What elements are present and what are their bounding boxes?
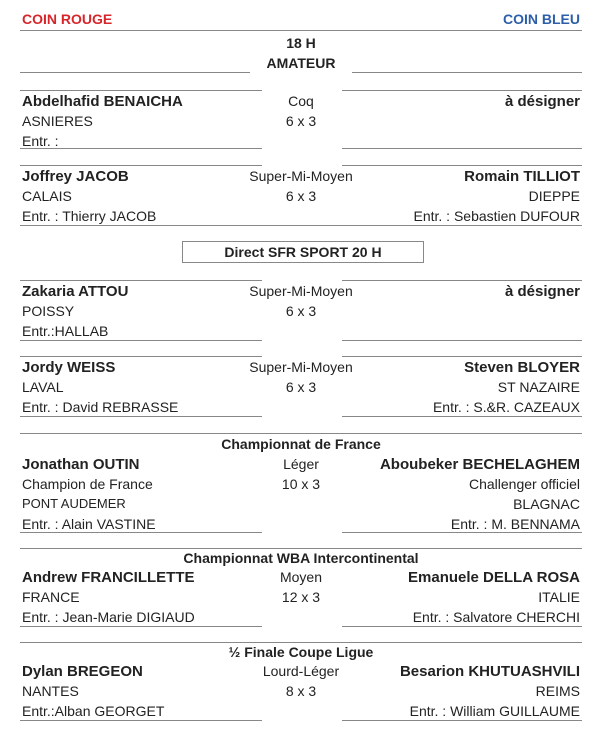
divider xyxy=(342,280,582,281)
divider xyxy=(20,642,582,643)
red-boxer-coach: Entr.:HALLAB xyxy=(22,323,109,339)
red-boxer-coach: Entr. : Alain VASTINE xyxy=(22,516,156,532)
blue-boxer-club: BLAGNAC xyxy=(513,496,580,512)
blue-boxer-name: Besarion KHUTUASHVILI xyxy=(399,663,580,680)
bout-5 xyxy=(0,456,602,542)
rounds: 6 x 3 xyxy=(285,303,317,319)
red-boxer-name: Jonathan OUTIN xyxy=(22,456,140,473)
red-boxer-title: Champion de France xyxy=(22,476,153,492)
divider xyxy=(342,165,582,166)
divider xyxy=(20,30,582,31)
divider xyxy=(20,72,250,73)
section-title: ½ Finale Coupe Ligue xyxy=(228,644,374,660)
divider xyxy=(342,340,582,341)
red-boxer-coach: Entr. : xyxy=(22,133,59,149)
divider xyxy=(20,626,262,627)
divider xyxy=(20,548,582,549)
red-boxer-club: PONT AUDEMER xyxy=(22,496,126,511)
red-boxer-name: Abdelhafid BENAICHA xyxy=(22,93,183,110)
weight-class: Super-Mi-Moyen xyxy=(249,283,353,299)
bout-1 xyxy=(0,93,602,159)
blue-boxer-name: Steven BLOYER xyxy=(464,359,580,376)
red-boxer-name: Zakaria ATTOU xyxy=(22,283,129,300)
divider xyxy=(20,148,262,149)
section-title: Championnat WBA Intercontinental xyxy=(183,550,419,566)
blue-boxer-title: Challenger officiel xyxy=(468,476,580,492)
divider xyxy=(342,626,582,627)
red-boxer-coach: Entr. : Thierry JACOB xyxy=(22,208,157,224)
divider xyxy=(342,90,582,91)
tv-broadcast-banner: Direct SFR SPORT 20 H xyxy=(182,241,424,263)
red-boxer-club: CALAIS xyxy=(22,188,72,204)
divider xyxy=(342,720,582,721)
blue-boxer-coach: Entr. : William GUILLAUME xyxy=(409,703,580,719)
red-boxer-name: Jordy WEISS xyxy=(22,359,116,376)
rounds: 6 x 3 xyxy=(285,113,317,129)
rounds: 12 x 3 xyxy=(281,589,321,605)
weight-class: Lourd-Léger xyxy=(262,663,340,679)
red-boxer-coach: Entr. : Jean-Marie DIGIAUD xyxy=(22,609,195,625)
rounds: 8 x 3 xyxy=(285,683,317,699)
blue-boxer-coach: Entr. : Salvatore CHERCHI xyxy=(412,609,580,625)
blue-boxer-name: à désigner xyxy=(504,283,580,300)
red-boxer-club: FRANCE xyxy=(22,589,80,605)
blue-boxer-name: Romain TILLIOT xyxy=(464,168,580,185)
red-boxer-coach: Entr.:Alban GEORGET xyxy=(22,703,165,719)
divider xyxy=(20,280,262,281)
rounds: 6 x 3 xyxy=(285,379,317,395)
blue-boxer-club: REIMS xyxy=(535,683,580,699)
divider xyxy=(342,148,582,149)
red-boxer-club: POISSY xyxy=(22,303,75,319)
rounds: 6 x 3 xyxy=(285,188,317,204)
section-title: Championnat de France xyxy=(221,436,381,452)
blue-boxer-club: ITALIE xyxy=(538,589,580,605)
blue-boxer-name: à désigner xyxy=(504,93,580,110)
divider xyxy=(20,433,582,434)
weight-class: Super-Mi-Moyen xyxy=(249,168,353,184)
divider xyxy=(20,90,262,91)
red-boxer-name: Andrew FRANCILLETTE xyxy=(22,569,195,586)
divider xyxy=(20,720,262,721)
red-boxer-club: ASNIERES xyxy=(22,113,93,129)
divider xyxy=(352,72,582,73)
category-heading: AMATEUR xyxy=(266,55,336,71)
divider xyxy=(20,416,262,417)
red-boxer-club: NANTES xyxy=(22,683,79,699)
weight-class: Super-Mi-Moyen xyxy=(249,359,353,375)
corner-blue-label: COIN BLEU xyxy=(503,11,580,27)
blue-boxer-club: ST NAZAIRE xyxy=(497,379,580,395)
red-boxer-name: Joffrey JACOB xyxy=(22,168,129,185)
red-boxer-club: LAVAL xyxy=(22,379,64,395)
divider xyxy=(342,416,582,417)
weight-class: Léger xyxy=(283,456,319,472)
divider xyxy=(20,532,262,533)
weight-class: Coq xyxy=(288,93,314,109)
corner-red-label: COIN ROUGE xyxy=(22,11,113,27)
blue-boxer-coach: Entr. : M. BENNAMA xyxy=(450,516,580,532)
divider xyxy=(20,225,582,226)
red-boxer-coach: Entr. : David REBRASSE xyxy=(22,399,179,415)
time-heading: 18 H xyxy=(286,35,316,51)
blue-boxer-coach: Entr. : S.&R. CAZEAUX xyxy=(432,399,580,415)
weight-class: Moyen xyxy=(279,569,323,585)
divider xyxy=(342,532,582,533)
divider xyxy=(20,165,262,166)
divider xyxy=(20,340,262,341)
divider xyxy=(20,356,262,357)
blue-boxer-name: Emanuele DELLA ROSA xyxy=(408,569,580,586)
blue-boxer-club: DIEPPE xyxy=(528,188,580,204)
red-boxer-name: Dylan BREGEON xyxy=(22,663,143,680)
blue-boxer-coach: Entr. : Sebastien DUFOUR xyxy=(413,208,580,224)
rounds: 10 x 3 xyxy=(281,476,321,492)
divider xyxy=(342,356,582,357)
blue-boxer-name: Aboubeker BECHELAGHEM xyxy=(379,456,580,473)
